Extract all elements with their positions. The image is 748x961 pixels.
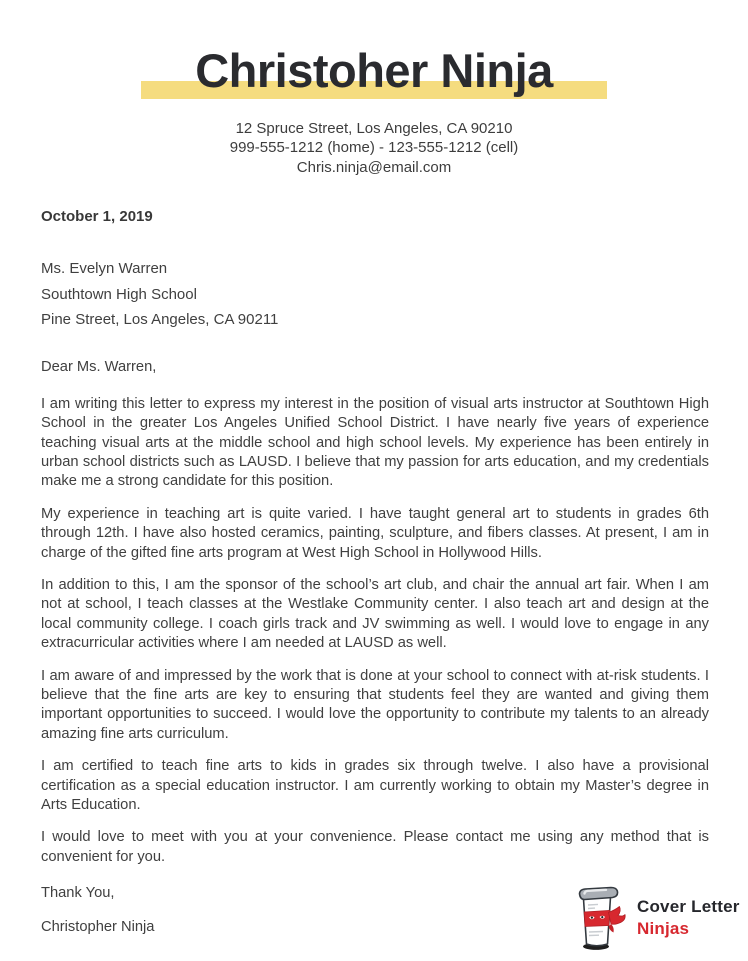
paragraph-call-to-action: I would love to meet with you at your convenience. Please contact me using any method that is convenient for you. xyxy=(41,829,709,865)
paragraph-experience: My experience in teaching art is quite varied. I have taught general art to students in grades 6th through 12th. I have also hosted ceramics, painting, sculpture, and fibers classes. At present, I am in charge of the gifted fine arts program at West High School in Hollywood Hills. xyxy=(41,505,709,561)
paragraph-school-fit: I am aware of and impressed by the work that is done at your school to connect with at-risk students. I believe that the fine arts are key to ensuring that students feel they are wanted and giving them important opportunities to succeed. I would love the opportunity to contribute my talents to an already amazing fine arts curriculum. xyxy=(41,667,709,742)
contact-email: Chris.ninja@email.com xyxy=(296,158,452,176)
recipient-block xyxy=(41,256,709,332)
letter-date: October 1, 2019 xyxy=(41,208,153,225)
letter-body xyxy=(41,207,709,937)
paragraph-extracurricular: In addition to this, I am the sponsor of the school’s art club, and chair the annual art fair. When I am not at school, I teach classes at the Westlake Community center. I also teach art and design at the local community college. I coach girls track and JV swimming as well. I would love to engage in any extracurricular activities where I am needed at LAUSD as well. xyxy=(41,576,709,652)
cover-letter-ninjas-logo xyxy=(570,884,740,952)
contact-address: 12 Spruce Street, Los Angeles, CA 90210 xyxy=(235,120,513,137)
brand-text xyxy=(637,896,740,940)
paragraph-intro: I am writing this letter to express my interest in the position of visual arts instructor at Southtown High School in the greater Los Angeles Unified School District. I have nearly five years of experience teaching visual arts at the middle school and high school levels. My experience has been entirely in urban school districts such as LAUSD. I believe that my passion for arts education, and my credentials make me a strong candidate for this position. xyxy=(41,395,709,490)
salutation: Dear Ms. Warren, xyxy=(41,359,157,376)
contact-info xyxy=(0,119,748,177)
recipient-address: Pine Street, Los Angeles, CA 90211 xyxy=(41,311,279,328)
brand-line-cover-letter: Cover Letter xyxy=(637,897,740,917)
closing-line: Thank You, xyxy=(41,885,115,902)
paragraph-certification: I am certified to teach fine arts to kids in grades six through twelve. I also have a provisional certification as a special education instructor. I am currently working to obtain my Master’s degree in Arts Education. xyxy=(41,758,709,814)
recipient-name: Ms. Evelyn Warren xyxy=(41,260,168,278)
applicant-name-title: Christoher Ninja xyxy=(195,44,553,97)
signature-name: Christopher Ninja xyxy=(41,918,155,935)
brand-line-ninjas: Ninjas xyxy=(637,919,690,938)
recipient-organization: Southtown High School xyxy=(41,285,197,303)
contact-phones: 999-555-1212 (home) - 123-555-1212 (cell) xyxy=(229,139,519,157)
ninja-scroll-mascot-icon xyxy=(570,884,628,952)
